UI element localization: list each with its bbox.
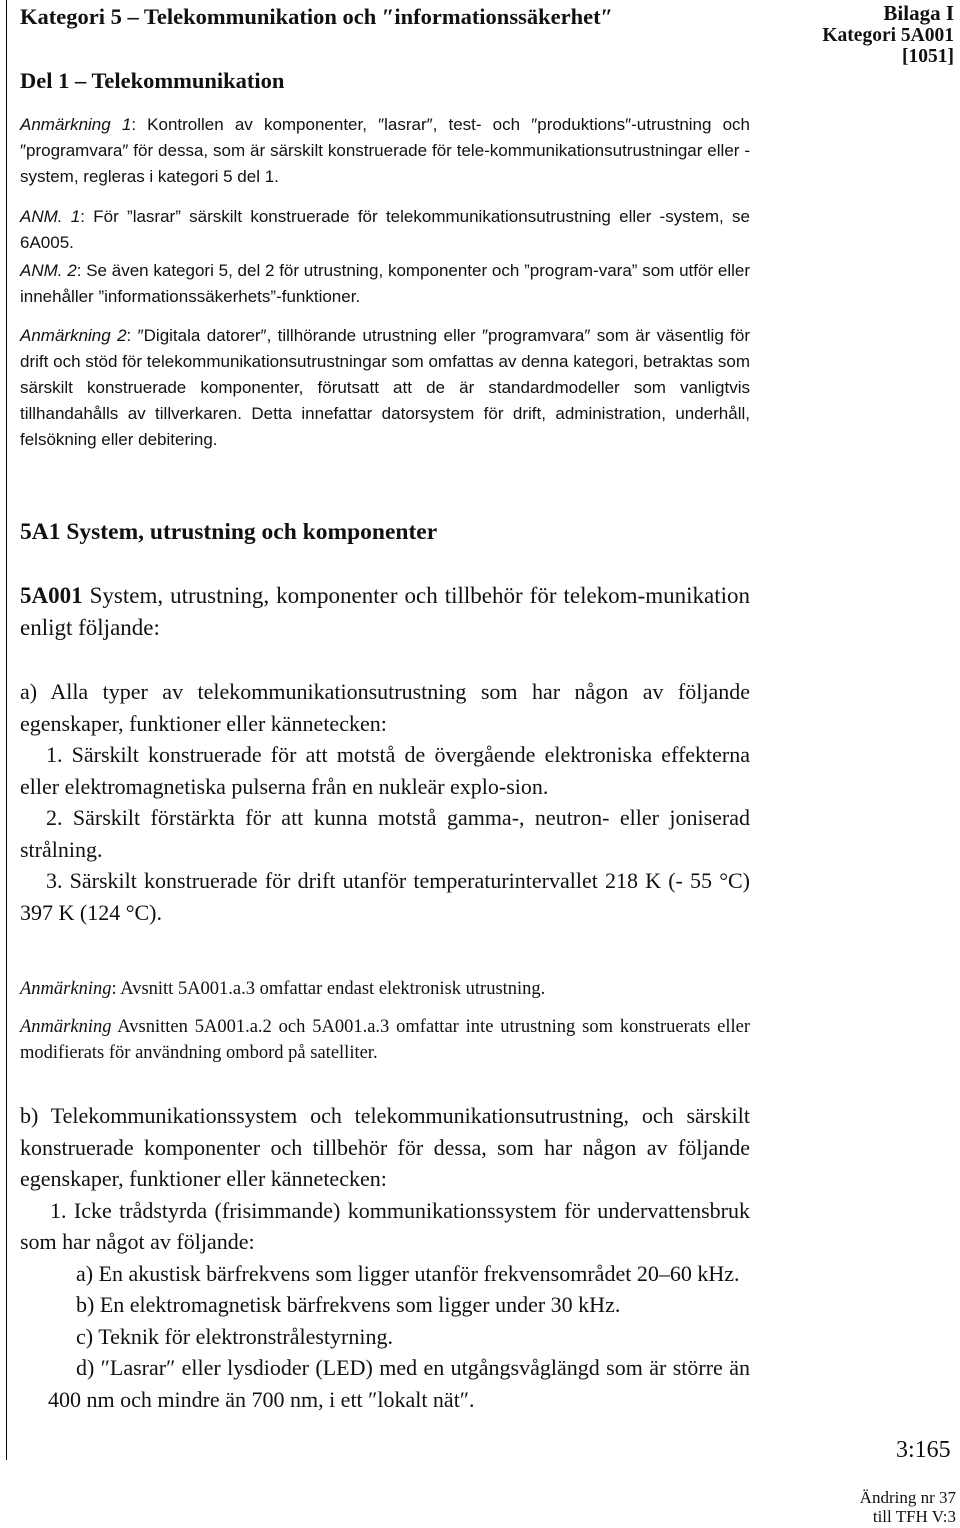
part-heading: Del 1 – Telekommunikation (20, 68, 285, 93)
page-number: 3:165 (896, 1437, 951, 1463)
note-text: Avsnitten 5A001.a.2 och 5A001.a.3 omfattar inte utrustning som konstruerats eller modifierats för användning ombord på satelliter. (20, 1017, 750, 1063)
category-title: Kategori 5 – Telekommunikation och ″informationssäkerhet″ (20, 4, 613, 29)
item-a-intro: a) Alla typer av telekommunikationsutrustning som har någon av följande egenskaper, funktioner eller kännetecken: (20, 679, 750, 736)
anm-text: : För ”lasrar” särskilt konstruerade för telekommunikationsutrustning eller -system, se 6A005. (20, 207, 751, 252)
section-heading: 5A1 System, utrustning och komponenter (20, 519, 438, 545)
margin-rule (6, 0, 7, 1460)
item-text: System, utrustning, komponenter och tillbehör för telekom-munikation enligt följande: (20, 583, 750, 640)
item-b-1-a: a) En akustisk bärfrekvens som ligger utanför frekvensområdet 20–60 kHz. (76, 1260, 740, 1286)
note-label: Anmärkning 1 (20, 115, 132, 134)
amendment-target: till TFH V:3 (872, 1507, 956, 1526)
item-code: 5A001 (20, 583, 83, 608)
item-b-1-b: b) En elektromagnetisk bärfrekvens som ligger under 30 kHz. (76, 1292, 621, 1317)
note-text: : Kontrollen av komponenter, ″lasrar″, test- och ″produktions″-utrustning och ″programvara″ för dessa, som är särskilt konstruerade för tele-kommunikationsutrustningar eller -system, regleras i kategori 5 del 1. (20, 115, 751, 186)
note-text: : ″Digitala datorer″, tillhörande utrustning eller ″programvara″ som är väsentlig för drift och stöd för telekommunikationsutrustningar som omfattas av denna kategori, betraktas som särskilt konstruerade komponenter, förutsatt att de är standardmodeller som vanligtvis tillhandahålls av tillverkaren. Detta innefattar datorsystem för drift, administration, underhåll, felsökning eller debitering. (20, 326, 750, 449)
annex-label: Bilaga I (883, 1, 954, 25)
annex-category: Kategori 5A001 (822, 25, 954, 46)
item-a-2: 2. Särskilt förstärkta för att kunna motstå gamma-, neutron- eller joniserad strålning. (20, 805, 750, 862)
amendment-note (860, 1488, 956, 1526)
note-label: Anmärkning 2 (20, 326, 127, 345)
annex-reference (822, 2, 954, 67)
amendment-number: Ändring nr 37 (859, 1488, 956, 1507)
note-1 (20, 112, 750, 190)
item-b-1-d: d) ″Lasrar″ eller lysdioder (LED) med en utgångsvåglängd som är större än 400 nm och mindre än 700 nm, i ett ″lokalt nät″. (48, 1355, 750, 1412)
anm-2 (20, 258, 750, 310)
note-2 (20, 323, 750, 453)
item-b (20, 1100, 750, 1415)
anm-text: : Se även kategori 5, del 2 för utrustning, komponenter och ”program-vara” som utför eller innehåller ”informationssäkerhets”-funktioner. (20, 261, 750, 306)
anm-label: ANM. 2 (20, 261, 77, 280)
note-a2-a3 (20, 1014, 750, 1066)
item-b-intro: b) Telekommunikationssystem och telekommunikationsutrustning, och särskilt konstruerade komponenter och tillbehör för dessa, som har någon av följande egenskaper, funktioner eller kännetecken: (20, 1103, 750, 1191)
item-a-3: 3. Särskilt konstruerade för drift utanför temperaturintervallet 218 K (- 55 °C) 397 K (124 °C). (20, 868, 750, 925)
anm-1 (20, 204, 750, 256)
item-a-1: 1. Särskilt konstruerade för att motstå de övergående elektroniska effekterna eller elektromagnetiska pulserna från en nukleär explo-sion. (20, 742, 750, 799)
annex-page-ref: [1051] (902, 46, 954, 67)
item-a (20, 676, 750, 928)
note-label: Anmärkning (20, 979, 112, 999)
item-b-1: 1. Icke trådstyrda (frisimmande) kommunikationssystem för undervattensbruk som har något av följande: (20, 1197, 750, 1254)
note-label: Anmärkning (20, 1017, 112, 1037)
item-b-1-c: c) Teknik för elektronstrålestyrning. (76, 1323, 393, 1349)
note-text: : Avsnitt 5A001.a.3 omfattar endast elektronisk utrustning. (111, 979, 546, 999)
anm-label: ANM. 1 (20, 207, 81, 226)
item-5a001 (20, 580, 750, 644)
note-a3 (20, 976, 750, 1002)
